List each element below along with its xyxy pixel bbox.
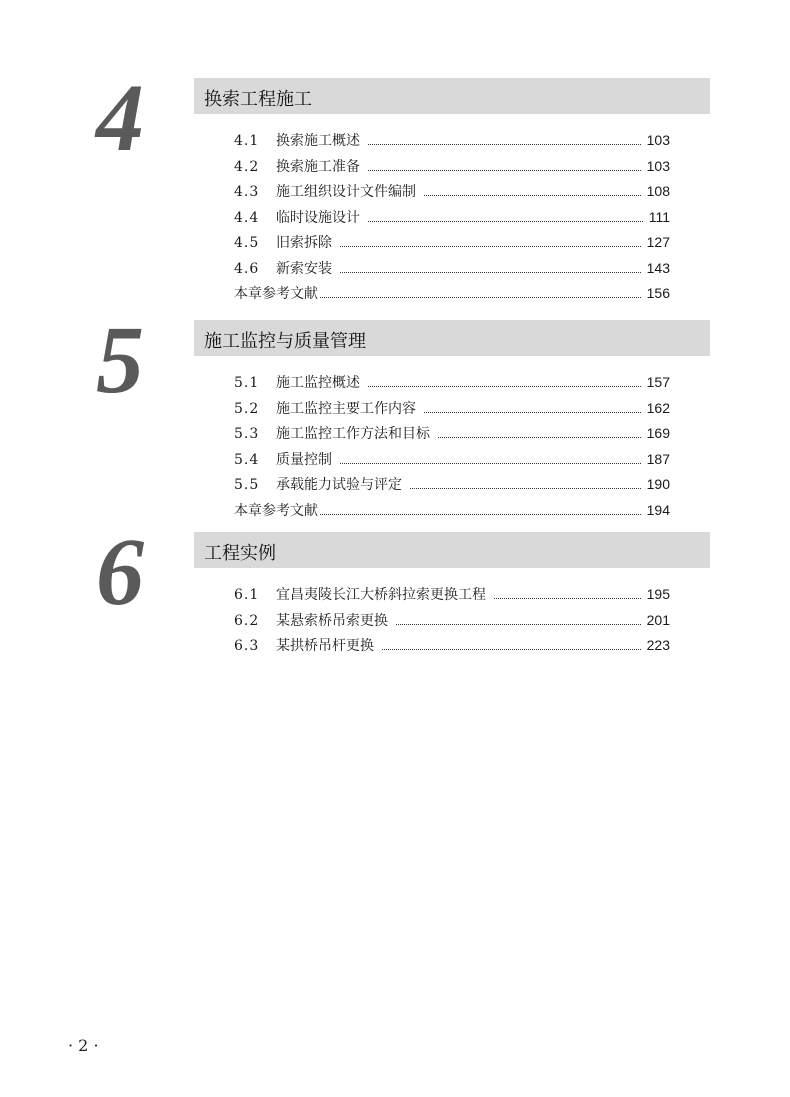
section-number: 5.4 [234,451,260,468]
dot-leader [382,649,641,650]
section-number: 4.6 [234,260,260,277]
section-title: 施工监控概述 [276,375,360,391]
page-number: 190 [646,476,670,492]
section-title: 某拱桥吊杆更换 [276,638,374,654]
dot-leader [320,514,641,515]
dot-leader [340,463,641,464]
section-number: 5.3 [234,426,260,442]
section-number: 5.1 [234,375,260,391]
section-title: 换索施工准备 [276,158,360,175]
toc-entry-list [234,130,670,309]
section-number: 6.1 [234,587,260,603]
toc-entry[interactable] [234,635,670,661]
toc-entry[interactable] [234,181,670,207]
section-title: 施工监控工作方法和目标 [276,426,430,442]
dot-leader [320,297,641,298]
chapter-number: 4 [96,64,144,171]
section-number: 4.3 [234,184,260,200]
page-number: 103 [646,157,670,174]
page-number: 108 [646,183,670,199]
dot-leader [424,412,641,413]
toc-entry-references[interactable] [234,500,670,526]
section-title: 临时设施设计 [276,209,360,226]
section-title: 旧索拆除 [276,235,332,251]
page-number: 111 [648,208,670,225]
page-number: 156 [646,285,670,301]
page-number: 194 [646,501,670,518]
section-title: 施工组织设计文件编制 [276,184,416,200]
toc-entry-list [234,372,670,525]
dot-leader [368,221,643,222]
page-number: 127 [646,234,670,250]
toc-entry[interactable] [234,156,670,182]
section-number: 4.2 [234,158,260,175]
toc-entry[interactable] [234,130,670,156]
section-title: 新索安装 [276,260,332,277]
page-number: 195 [646,586,670,602]
page-number: 223 [646,637,670,653]
dot-leader [368,386,641,387]
chapter-number: 5 [96,306,144,413]
page-number: 187 [646,450,670,467]
dot-leader [438,437,641,438]
section-number: 4.4 [234,209,260,226]
dot-leader [340,246,641,247]
toc-entry[interactable] [234,232,670,258]
section-title: 本章参考文献 [234,286,318,302]
toc-entry[interactable] [234,610,670,636]
chapter-title[interactable]: 工程实例 [204,543,276,564]
chapter-title-bar [194,320,710,356]
dot-leader [368,144,641,145]
chapter-title-bar [194,532,710,568]
chapter-title[interactable]: 施工监控与质量管理 [204,331,366,352]
dot-leader [494,598,641,599]
toc-entry-list [234,584,670,661]
page-number: 169 [646,425,670,441]
dot-leader [396,624,641,625]
page-folio: · 2 · [68,1036,99,1055]
page-number: 162 [646,399,670,416]
dot-leader [368,170,641,171]
toc-entry[interactable] [234,584,670,610]
toc-entry[interactable] [234,207,670,233]
dot-leader [340,272,641,273]
section-number: 6.3 [234,638,260,654]
toc-entry[interactable] [234,372,670,398]
section-title: 承载能力试验与评定 [276,477,402,493]
page-number: 103 [646,132,670,148]
section-title: 本章参考文献 [234,502,318,519]
section-title: 宜昌夷陵长江大桥斜拉索更换工程 [276,587,486,603]
section-number: 6.2 [234,612,260,629]
toc-entry[interactable] [234,449,670,475]
section-title: 质量控制 [276,451,332,468]
toc-entry[interactable] [234,258,670,284]
chapter-title[interactable]: 换索工程施工 [204,89,312,110]
section-number: 5.5 [234,477,260,493]
toc-entry-references[interactable] [234,283,670,309]
toc-entry[interactable] [234,423,670,449]
page-number: 143 [646,259,670,276]
section-number: 4.5 [234,235,260,251]
page-number: 157 [646,374,670,390]
dot-leader [424,195,641,196]
chapter-title-bar [194,78,710,114]
dot-leader [410,488,641,489]
section-title: 换索施工概述 [276,133,360,149]
section-title: 某悬索桥吊索更换 [276,612,388,629]
toc-entry[interactable] [234,398,670,424]
toc-entry[interactable] [234,474,670,500]
section-title: 施工监控主要工作内容 [276,400,416,417]
section-number: 5.2 [234,400,260,417]
section-number: 4.1 [234,133,260,149]
page-number: 201 [646,611,670,628]
chapter-number: 6 [96,518,144,625]
